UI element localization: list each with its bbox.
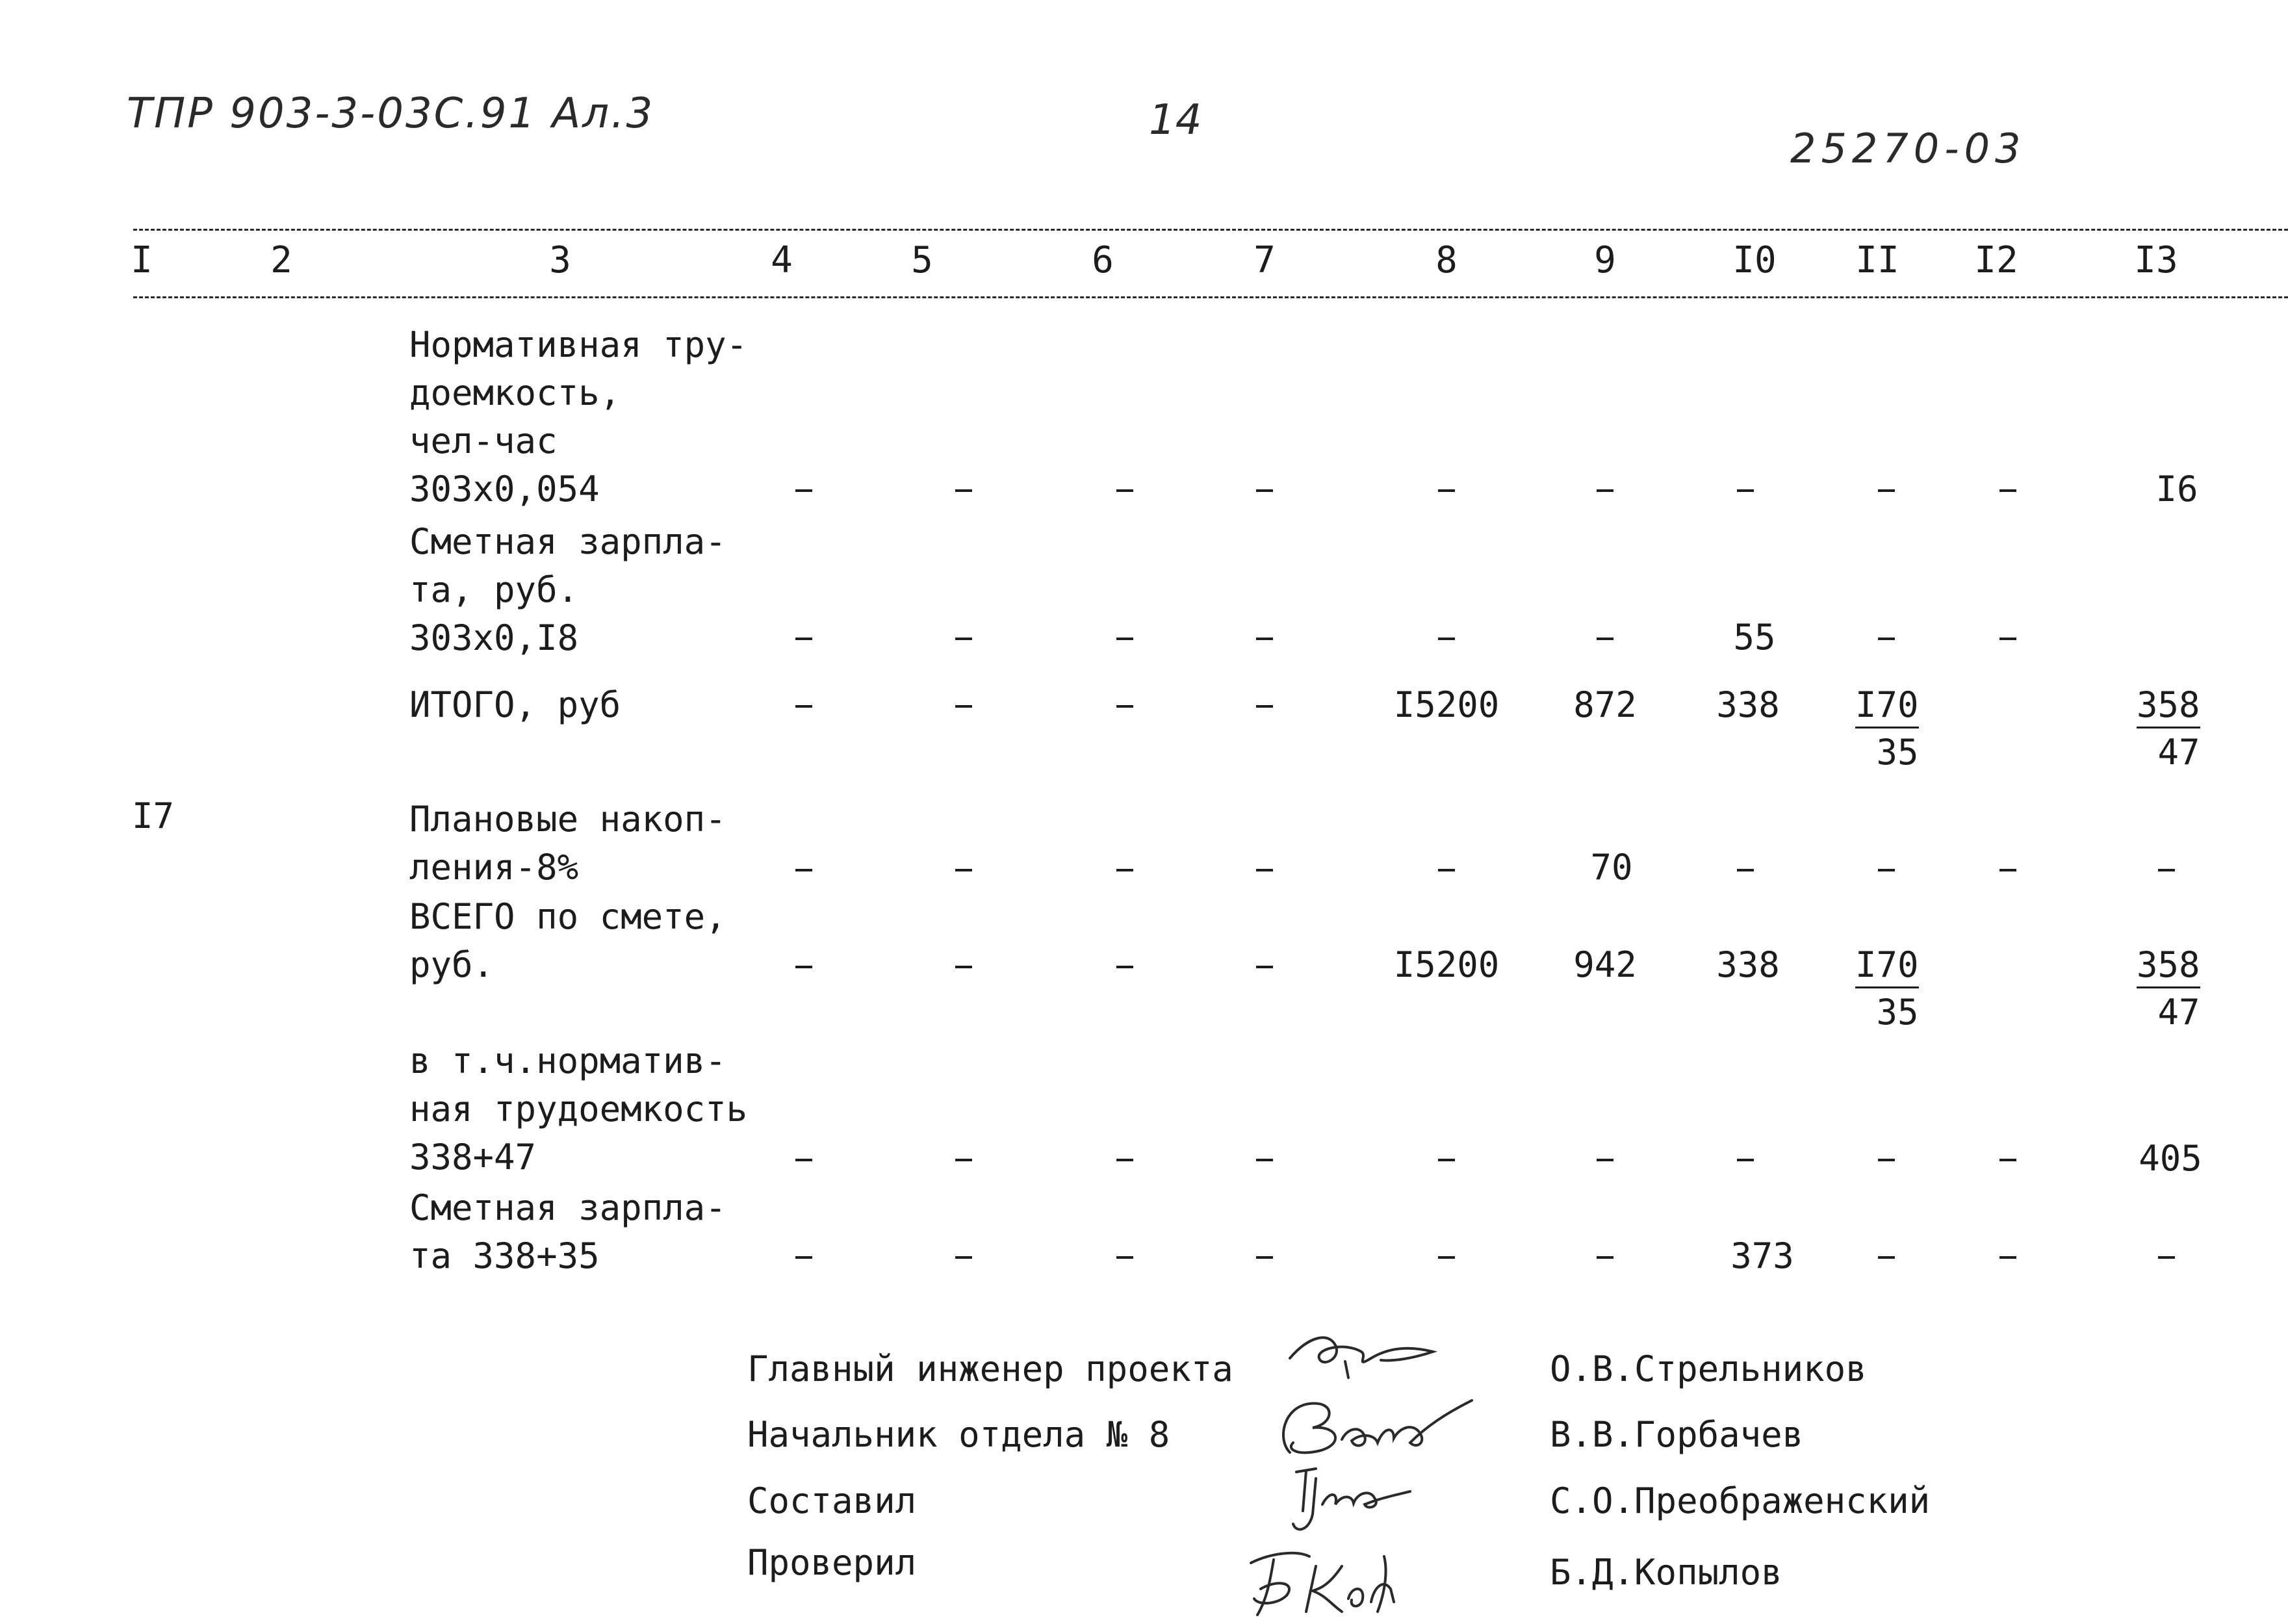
row1-col9 xyxy=(1597,489,1613,492)
row7-col11 xyxy=(1878,1256,1895,1259)
row5-col7 xyxy=(1256,966,1273,968)
column-header-10: I0 xyxy=(1732,239,1777,281)
row1-col5 xyxy=(955,489,972,492)
signature-name-chief-engineer: О.В.Стрельников xyxy=(1550,1348,1867,1389)
document-code: ТПР 903-3-03С.91 Ал.3 xyxy=(127,90,655,138)
row6-col4 xyxy=(795,1159,812,1161)
column-header-11: II xyxy=(1855,239,1899,281)
row6-col9 xyxy=(1597,1159,1613,1161)
row-label-estimated-salary: Сметная зарпла- та, руб. 303x0,I8 xyxy=(409,521,726,658)
column-header-3: 3 xyxy=(549,239,571,281)
row2-col4 xyxy=(795,638,812,640)
row3-col8: I5200 xyxy=(1393,684,1500,725)
signature-mark-compiled-by xyxy=(1277,1459,1420,1543)
row4-col9: 70 xyxy=(1590,847,1633,888)
row3-col4 xyxy=(795,705,812,708)
row4-col10 xyxy=(1737,869,1754,871)
row7-col9 xyxy=(1597,1256,1613,1259)
row6-col5 xyxy=(955,1159,972,1161)
row1-col11 xyxy=(1878,489,1895,492)
row7-col4 xyxy=(795,1256,812,1259)
row2-col6 xyxy=(1116,638,1133,640)
row1-col12 xyxy=(1999,489,2016,492)
row3-col6 xyxy=(1116,705,1133,708)
signature-role-checked-by: Проверил xyxy=(747,1542,917,1583)
row2-col9 xyxy=(1597,638,1613,640)
row1-col13: I6 xyxy=(2155,469,2198,509)
row5-col5 xyxy=(955,966,972,968)
column-header-1: I xyxy=(131,239,153,281)
row3-col10: 338 xyxy=(1716,684,1780,725)
signature-name-department-head: В.В.Горбачев xyxy=(1550,1414,1804,1455)
signature-role-department-head: Начальник отдела № 8 xyxy=(747,1414,1170,1455)
row5-col8: I5200 xyxy=(1393,944,1500,985)
signature-name-checked-by: Б.Д.Копылов xyxy=(1550,1552,1782,1593)
row5-col13-fraction: $\frac{358}{47}$ xyxy=(2137,944,2200,1033)
row7-col10: 373 xyxy=(1730,1235,1794,1276)
row6-col6 xyxy=(1116,1159,1133,1161)
row4-col13 xyxy=(2158,869,2175,871)
row3-col13-fraction: $\frac{358}{47}$ xyxy=(2137,684,2200,773)
row7-col12 xyxy=(1999,1256,2016,1259)
row-label-grand-total: ВСЕГО по смете, руб. xyxy=(409,896,726,985)
signature-mark-chief-engineer xyxy=(1283,1322,1465,1381)
row7-col7 xyxy=(1256,1256,1273,1259)
row4-col6 xyxy=(1116,869,1133,871)
signature-name-compiled-by: С.О.Преображенский xyxy=(1550,1480,1931,1521)
row3-col5 xyxy=(955,705,972,708)
column-header-5: 5 xyxy=(911,239,933,281)
row3-col9: 872 xyxy=(1573,684,1637,725)
document-number: 25270-03 xyxy=(1790,125,2026,172)
row1-col6 xyxy=(1116,489,1133,492)
row4-col11 xyxy=(1878,869,1895,871)
row-number-17: I7 xyxy=(132,795,175,836)
row3-col7 xyxy=(1256,705,1273,708)
row1-col10 xyxy=(1737,489,1754,492)
signature-mark-checked-by xyxy=(1238,1540,1433,1621)
row4-col4 xyxy=(795,869,812,871)
row1-col8 xyxy=(1438,489,1455,492)
row6-col11 xyxy=(1878,1159,1895,1161)
column-header-13: I3 xyxy=(2134,239,2178,281)
row5-col4 xyxy=(795,966,812,968)
row5-col11-fraction: $\frac{I70}{35}$ xyxy=(1855,944,1919,1033)
row1-col7 xyxy=(1256,489,1273,492)
row6-col8 xyxy=(1438,1159,1455,1161)
row4-col8 xyxy=(1438,869,1455,871)
row7-col13 xyxy=(2158,1256,2175,1259)
row5-col6 xyxy=(1116,966,1133,968)
row7-col5 xyxy=(955,1256,972,1259)
column-header-12: I2 xyxy=(1974,239,2018,281)
row6-col7 xyxy=(1256,1159,1273,1161)
row2-col12 xyxy=(1999,638,2016,640)
column-header-6: 6 xyxy=(1092,239,1114,281)
signature-role-compiled-by: Составил xyxy=(747,1480,917,1521)
row-label-estimated-salary-total: Сметная зарпла- та 338+35 xyxy=(409,1187,726,1276)
row4-col5 xyxy=(955,869,972,871)
row4-col12 xyxy=(1999,869,2016,871)
header-rule-top xyxy=(133,229,2288,231)
row-label-planned-accumulation: Плановые накоп- ления-8% xyxy=(409,799,726,888)
signature-role-chief-engineer: Главный инженер проекта xyxy=(747,1348,1233,1389)
column-header-9: 9 xyxy=(1594,239,1616,281)
row2-col11 xyxy=(1878,638,1895,640)
row6-col12 xyxy=(1999,1159,2016,1161)
row1-col4 xyxy=(795,489,812,492)
column-header-7: 7 xyxy=(1253,239,1276,281)
row2-col8 xyxy=(1438,638,1455,640)
column-header-2: 2 xyxy=(270,239,292,281)
header-rule-bottom xyxy=(133,296,2288,298)
row5-col10: 338 xyxy=(1716,944,1780,985)
row7-col8 xyxy=(1438,1256,1455,1259)
column-header-4: 4 xyxy=(771,239,793,281)
row2-col10: 55 xyxy=(1733,617,1776,658)
row4-col7 xyxy=(1256,869,1273,871)
row2-col5 xyxy=(955,638,972,640)
row6-col13: 405 xyxy=(2139,1138,2202,1179)
signature-mark-department-head xyxy=(1264,1387,1485,1465)
column-header-8: 8 xyxy=(1435,239,1458,281)
row-label-normative-labor: Нормативная тру- доемкость, чел-час 303x0,054 xyxy=(409,324,748,509)
row5-col9: 942 xyxy=(1573,944,1637,985)
row7-col6 xyxy=(1116,1256,1133,1259)
row2-col7 xyxy=(1256,638,1273,640)
row-label-total: ИТОГО, руб xyxy=(409,684,621,725)
row6-col10 xyxy=(1737,1159,1754,1161)
row-label-including-normative-labor: в т.ч.норматив- ная трудоемкость 338+47 xyxy=(409,1040,748,1178)
page-number: 14 xyxy=(1149,96,1202,144)
row3-col11-fraction: $\frac{I70}{35}$ xyxy=(1855,684,1919,773)
